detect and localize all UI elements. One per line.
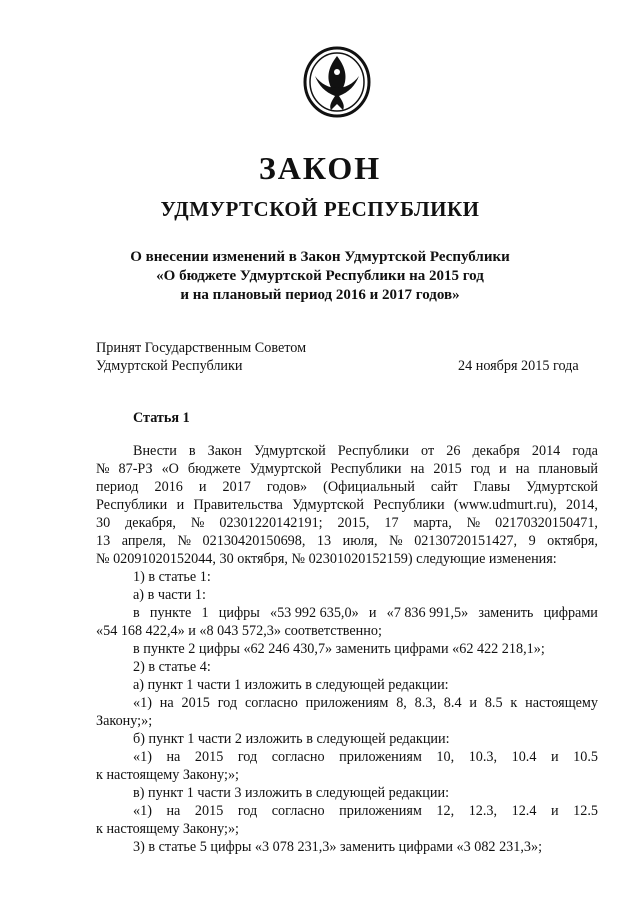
word: Удмуртской [526, 479, 598, 495]
word: согласно [271, 803, 325, 819]
list-item: 3) в статье 5 цифры «3 078 231,3» заменить цифрами «3 082 231,3»; [133, 839, 543, 855]
word: в [188, 443, 196, 459]
adoption-date: 24 ноября 2015 года [458, 358, 579, 374]
word: год [237, 803, 258, 819]
word: 10.5 [573, 749, 598, 765]
word: 87-РЗ [118, 461, 153, 477]
word: 17 [384, 515, 399, 531]
word: к [510, 695, 518, 711]
word: на [159, 695, 174, 711]
word: Внести [133, 443, 177, 459]
word: № [466, 515, 481, 531]
word: 02301220142191; [219, 515, 323, 531]
word: (www.udmurt.ru), [453, 497, 557, 513]
adoption-body-line1: Принят Государственным Советом [96, 340, 307, 356]
word: и [550, 749, 559, 765]
word: настоящему [525, 695, 598, 711]
subject-line: «О бюджете Удмуртской Республики на 2015 год [156, 268, 484, 284]
word: год [217, 695, 238, 711]
word: 2015 [194, 803, 224, 819]
word: 2017 [222, 479, 251, 495]
word: и [469, 695, 477, 711]
word: 13 [316, 533, 332, 549]
word: 8.3, [414, 695, 436, 711]
word: 9 [528, 533, 536, 549]
word: на [166, 749, 181, 765]
list-item: к настоящему Закону;»; [96, 821, 239, 837]
word: 10.4 [511, 749, 537, 765]
list-item: а) в части 1: [133, 587, 206, 603]
word: 13 [96, 533, 111, 549]
word: 10, [436, 749, 455, 765]
document-type-title: ЗАКОН [258, 150, 382, 186]
word: Главы [473, 479, 511, 495]
word: сайт [430, 479, 458, 495]
word: 2014 [531, 443, 561, 459]
word: 8.5 [484, 695, 503, 711]
article-heading: Статья 1 [133, 410, 190, 426]
word: и [368, 605, 377, 621]
word: № [96, 461, 110, 477]
list-item [133, 694, 598, 712]
list-item [133, 802, 598, 820]
word: Республики [373, 497, 445, 513]
word: 26 [446, 443, 461, 459]
word: № [177, 533, 192, 549]
word: декабря [472, 443, 520, 459]
word: Правительства [193, 497, 283, 513]
word: от [421, 443, 435, 459]
word: приложениям [305, 695, 389, 711]
list-item: б) пункт 1 части 2 изложить в следующей редакции: [133, 731, 450, 747]
word: Закон [207, 443, 242, 459]
issuer-title: УДМУРТСКОЙ РЕСПУБЛИКИ [160, 197, 480, 221]
word: 12.4 [511, 803, 537, 819]
article-intro-line [96, 460, 598, 478]
word: год [237, 749, 258, 765]
word: 12.5 [573, 803, 598, 819]
word: «1) [133, 749, 152, 765]
word: согласно [244, 695, 298, 711]
word: и [198, 479, 207, 495]
word: (Официальный [323, 479, 415, 495]
word: июля, [342, 533, 378, 549]
article-intro-line [96, 532, 598, 550]
word: 12, [436, 803, 455, 819]
article-intro-line [96, 514, 598, 532]
list-item: «54 168 422,4» и «8 043 572,3» соответственно; [96, 623, 382, 639]
word: приложениям [339, 803, 422, 819]
word: 2014, [566, 497, 598, 513]
word: 10.3, [468, 749, 498, 765]
word: приложениям [339, 749, 422, 765]
word: марта, [413, 515, 452, 531]
word: период [96, 479, 139, 495]
list-item: в пункте 2 цифры «62 246 430,7» заменить цифрами «62 422 218,1»; [133, 641, 545, 657]
word: заменить [478, 605, 534, 621]
word: бюджете [187, 461, 241, 477]
word: Удмуртской [253, 443, 326, 459]
word: согласно [271, 749, 325, 765]
word: 8, [396, 695, 407, 711]
word: 02130720151427, [414, 533, 518, 549]
word: пункте [149, 605, 192, 621]
word: в [133, 605, 140, 621]
word: Республики [96, 497, 168, 513]
udmurt-republic-emblem-icon [301, 42, 373, 120]
word: 12.3, [468, 803, 498, 819]
word: плановый [538, 461, 598, 477]
word: года [572, 443, 598, 459]
word: № [190, 515, 205, 531]
word: «7 836 991,5» [386, 605, 469, 621]
word: № [389, 533, 403, 549]
article-intro-line [133, 442, 598, 460]
word: на [166, 803, 181, 819]
list-item: а) пункт 1 части 1 изложить в следующей редакции: [133, 677, 449, 693]
word: «1) [133, 803, 152, 819]
word: годов» [266, 479, 308, 495]
word: октября, [547, 533, 598, 549]
word: 2015 [433, 461, 462, 477]
article-intro-line: № 02091020152044, 30 октября, № 02301020152159) следующие изменения: [96, 551, 557, 567]
word: 8.4 [443, 695, 462, 711]
word: апреля, [121, 533, 166, 549]
list-item: в) пункт 1 части 3 изложить в следующей редакции: [133, 785, 450, 801]
word: цифрами [543, 605, 598, 621]
word: 1 [201, 605, 209, 621]
word: 2015 [194, 749, 224, 765]
word: 2015 [181, 695, 210, 711]
word: и [499, 461, 507, 477]
subject-line: О внесении изменений в Закон Удмуртской Республики [130, 249, 510, 265]
word: «53 992 635,0» [269, 605, 359, 621]
word: и [550, 803, 559, 819]
word: Республики [330, 461, 402, 477]
subject-line: и на плановый период 2016 и 2017 годов» [180, 287, 460, 303]
word: на [410, 461, 425, 477]
word: 02130420150698, [202, 533, 306, 549]
word: 2016 [154, 479, 183, 495]
list-item [133, 604, 598, 622]
word: и [176, 497, 185, 513]
adoption-body-line2: Удмуртской Республики [96, 358, 243, 374]
word: 2015, [337, 515, 370, 531]
list-item: 1) в статье 1: [133, 569, 211, 585]
word: цифры [218, 605, 260, 621]
word: Республики [337, 443, 409, 459]
word: «О [161, 461, 179, 477]
article-intro-line [96, 478, 598, 496]
word: на [515, 461, 530, 477]
word: 02170320150471, [495, 515, 598, 531]
list-item: Закону;»; [96, 713, 153, 729]
law-subject [0, 248, 640, 305]
list-item: к настоящему Закону;»; [96, 767, 239, 783]
article-intro-line [96, 496, 598, 514]
word: декабря, [125, 515, 176, 531]
word: Удмуртской [292, 497, 364, 513]
word: год [470, 461, 491, 477]
list-item: 2) в статье 4: [133, 659, 211, 675]
list-item [133, 748, 598, 766]
word: «1) [133, 695, 152, 711]
word: 30 [96, 515, 111, 531]
word: Удмуртской [249, 461, 322, 477]
